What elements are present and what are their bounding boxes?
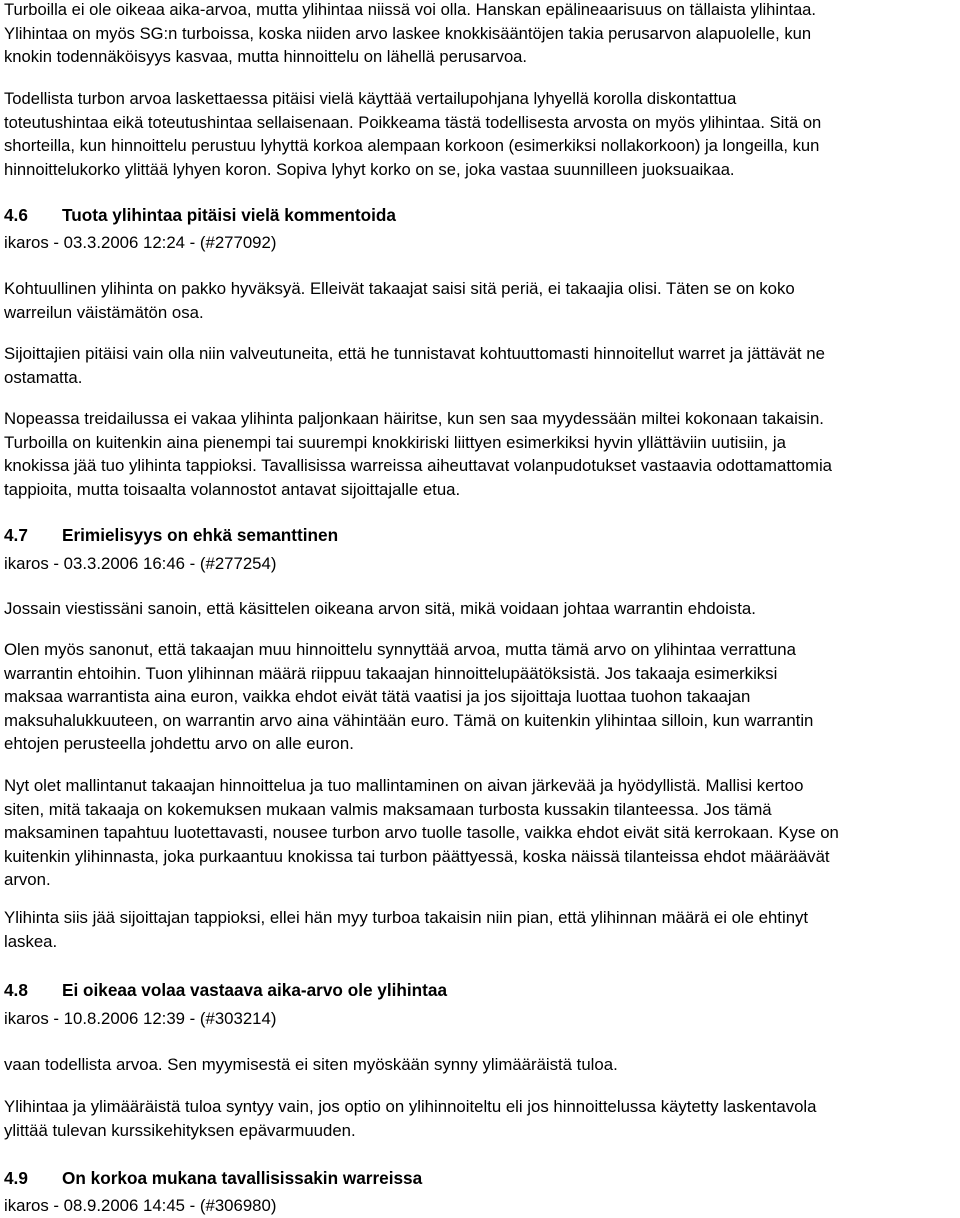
section-heading-4-9 xyxy=(4,1167,956,1191)
text-line: knokissa jää tuo ylihinta tappioksi. Tavallisissa warreissa aiheuttavat volanpudotukset vastaavia odottamattomia xyxy=(4,456,833,476)
text-line: toteutushintaa eikä toteutushintaa sellaisenaan. Poikkeama tästä todellisesta arvosta on myös ylihintaa. Sitä on xyxy=(4,112,822,132)
text-line: Nopeassa treidailussa ei vakaa ylihinta paljonkaan häiritse, kun sen saa myydessään miltei kokonaan takaisin. xyxy=(4,409,824,428)
text-line: hinnoittelukorko ylittää lyhyen koron. Sopiva lyhyt korko on se, joka vastaa suunnilleen juoksuaikaa. xyxy=(4,159,735,179)
text-line: knokin todennäköisyys kasvaa, mutta hinnoittelu on lähellä perusarvoa. xyxy=(4,47,528,67)
text-line: warrantin ehtoihin. Tuon ylihinnan määrä riippuu takaajan hinnoittelupäätöksistä. Jos takaaja esimerkiksi xyxy=(4,663,778,683)
intro-paragraph-2 xyxy=(4,87,956,181)
text-line: maksuhalukkuuteen, on warrantin arvo aina vähintään euro. Tämä on kuitenkin ylihintaa silloin, kun warrantin xyxy=(4,710,814,730)
post-meta-4-9: ikaros - 08.9.2006 14:45 - (#306980) xyxy=(4,1196,277,1215)
post-meta-4-6: ikaros - 03.3.2006 12:24 - (#277092) xyxy=(4,233,277,252)
text-line: Jossain viestissäni sanoin, että käsittelen oikeana arvon sitä, mikä voidaan johtaa warrantin ehdoista. xyxy=(4,599,756,618)
text-line: Olen myös sanonut, että takaajan muu hinnoittelu synnyttää arvoa, mutta tämä arvo on ylihintaa verrattuna xyxy=(4,640,796,659)
text-line: Nyt olet mallintanut takaajan hinnoittelua ja tuo mallintaminen on aivan järkevää ja hyödyllistä. Mallisi kertoo xyxy=(4,776,804,795)
text-line: kuitenkin ylihinnasta, joka purkaantuu knokissa tai turbon päättyessä, koska näissä tilanteissa ehdot määräävät xyxy=(4,846,830,866)
section-title: On korkoa mukana tavallisissakin warreissa xyxy=(62,1168,423,1188)
text-line: ostamatta. xyxy=(4,367,83,387)
text-line: Turboilla on kuitenkin aina pienempi tai suurempi knokkiriski liittyen esimerkiksi hyvin yllättäviin uutisiin, ja xyxy=(4,432,786,452)
section-4-7-paragraph-4 xyxy=(4,906,956,953)
text-line: shorteilla, kun hinnoittelu perustuu lyhyttä korkoa alempaan korkoon (esimerkiksi nollakorkoon) ja longeilla, kun xyxy=(4,136,820,156)
section-4-7-paragraph-3 xyxy=(4,774,956,892)
section-4-7-paragraph-1 xyxy=(4,597,956,621)
section-number: 4.7 xyxy=(4,525,28,545)
text-line: warreilun väistämätön osa. xyxy=(4,302,204,322)
post-meta-4-7: ikaros - 03.3.2006 16:46 - (#277254) xyxy=(4,554,277,573)
section-4-6-paragraph-2 xyxy=(4,342,956,389)
text-line: tappioita, mutta toisaalta volannostot antavat sijoittajalle etua. xyxy=(4,479,461,499)
text-line: maksaminen tapahtuu luotettavasti, nousee turbon arvo tuolle tasolle, vaikka ehdot eivät sitä kerrokaan. Kyse on xyxy=(4,823,839,843)
section-4-6-paragraph-3 xyxy=(4,407,956,501)
section-heading-4-6 xyxy=(4,204,956,228)
text-line: Sijoittajien pitäisi vain olla niin valveutuneita, että he tunnistavat kohtuuttomasti hinnoitellut warret ja jättävät ne xyxy=(4,344,825,363)
text-line: laskea. xyxy=(4,931,58,951)
text-line: arvon. xyxy=(4,870,51,890)
section-title: Erimielisyys on ehkä semanttinen xyxy=(62,525,339,545)
section-4-7-paragraph-2 xyxy=(4,638,956,756)
text-line: ylittää tulevan kurssikehityksen epävarmuuden. xyxy=(4,1120,356,1140)
text-line: Ylihintaa on myös SG:n turboissa, koska niiden arvo laskee knokkisääntöjen takia perusarvon alapuolelle, kun xyxy=(4,23,812,43)
text-line: vaan todellista arvoa. Sen myymisestä ei siten myöskään synny ylimääräistä tuloa. xyxy=(4,1055,618,1074)
text-line: Todellista turbon arvoa laskettaessa pitäisi vielä käyttää vertailupohjana lyhyellä korolla diskontattua xyxy=(4,89,737,108)
intro-paragraph-1 xyxy=(4,0,956,69)
text-line: Kohtuullinen ylihinta on pakko hyväksyä. Elleivät takaajat saisi sitä periä, ei takaajia olisi. Täten se on koko xyxy=(4,279,795,298)
section-4-6-paragraph-1 xyxy=(4,277,956,324)
section-number: 4.8 xyxy=(4,980,28,1000)
section-heading-4-7 xyxy=(4,524,956,548)
text-line: Ylihinta siis jää sijoittajan tappioksi, ellei hän myy turboa takaisin niin pian, että ylihinnan määrä ei ole ehtinyt xyxy=(4,908,809,927)
text-line: Ylihintaa ja ylimääräistä tuloa syntyy vain, jos optio on ylihinnoiteltu eli jos hinnoittelussa käytetty laskentavola xyxy=(4,1097,817,1116)
section-number: 4.9 xyxy=(4,1168,28,1188)
text-line: ehtojen perusteella johdettu arvo on alle euron. xyxy=(4,734,354,754)
section-title: Ei oikeaa volaa vastaava aika-arvo ole ylihintaa xyxy=(62,980,448,1000)
section-4-8-paragraph-1 xyxy=(4,1053,956,1077)
section-number: 4.6 xyxy=(4,205,28,225)
section-title: Tuota ylihintaa pitäisi vielä kommentoida xyxy=(62,205,396,225)
text-line: siten, mitä takaaja on kokemuksen mukaan valmis maksamaan turbosta kussakin tilanteessa. Jos tämä xyxy=(4,799,772,819)
text-line: maksaa warrantista aina euron, vaikka ehdot eivät tätä vaatisi ja jos sijoittaja luottaa tuohon takaajan xyxy=(4,687,751,707)
post-meta-4-8: ikaros - 10.8.2006 12:39 - (#303214) xyxy=(4,1009,277,1028)
text-line: Turboilla ei ole oikeaa aika-arvoa, mutta ylihintaa niissä voi olla. Hanskan epälineaarisuus on tällaista ylihintaa. xyxy=(4,0,817,19)
section-4-8-paragraph-2 xyxy=(4,1095,956,1142)
section-heading-4-8 xyxy=(4,979,956,1003)
